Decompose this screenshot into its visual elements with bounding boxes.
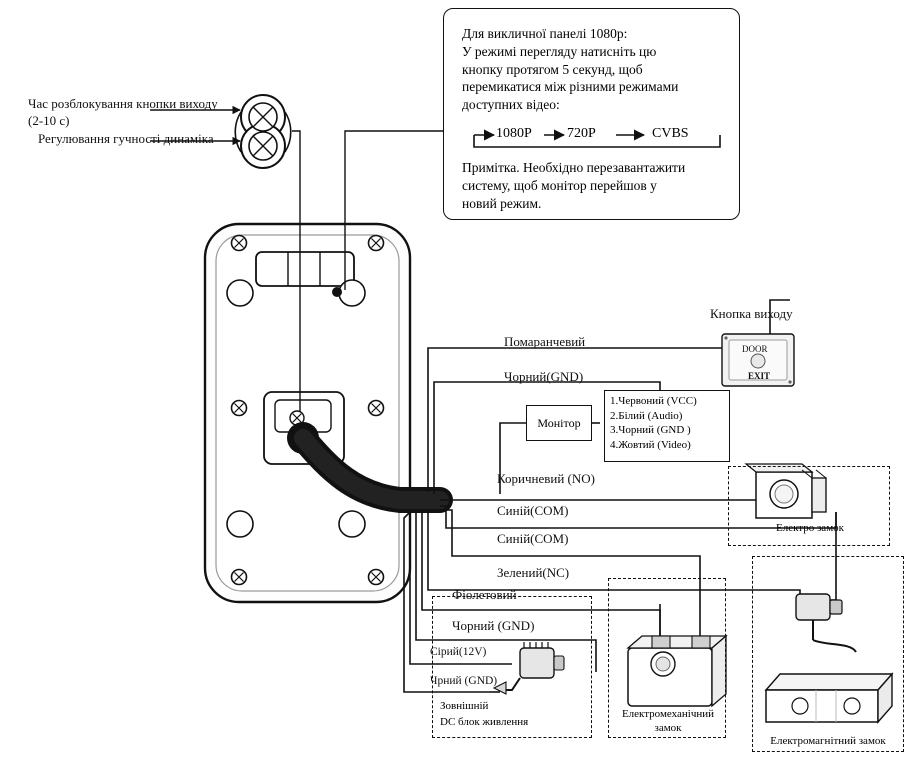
wire-label-violet: Фіолетовий [452, 587, 517, 602]
wire-legend-item-1: 1.Червоний (VCC) [610, 395, 697, 407]
note-footer-2: систему, щоб монітор перейшов у [462, 177, 657, 193]
mode-cvbs: CVBS [652, 126, 689, 142]
wire-legend-item-4: 4.Жовтий (Video) [610, 438, 691, 451]
exit-button-title: Кнопка виходу [710, 306, 793, 321]
wire-label-black-gnd-bottom: Чорний (GND) [452, 618, 535, 633]
note-line-2: У режимі перегляду натисніть цю [462, 43, 657, 59]
wire-legend-box [604, 390, 730, 462]
callout-volume: Регулювання гучності динаміка [38, 131, 214, 146]
callout-unlock-time-sub: (2-10 с) [28, 113, 70, 128]
electromag-lock-caption: Електромагнітний замок [770, 735, 886, 747]
exit-button-face-top: DOOR [742, 344, 768, 354]
wire-label-orange: Помаранчевий [504, 334, 586, 349]
wire-label-blue-com-1: Синій(COM) [497, 503, 569, 518]
electro-lock-caption: Електро замок [775, 522, 844, 534]
wire-legend-item-2: 2.Білий (Audio) [610, 409, 683, 422]
mode-720p: 720P [567, 126, 596, 142]
callout-unlock-time: Час розблокування кнопки виходу [28, 96, 218, 111]
info-note-box [443, 8, 740, 220]
note-line-3: кнопку протягом 5 секунд, щоб [462, 61, 643, 77]
monitor-box-label: Монітор [537, 415, 581, 430]
wire-label-black-gnd-psu: Чрний (GND) [430, 675, 498, 687]
wire-label-grey-12v: Сірий(12V) [430, 646, 487, 658]
monitor-box [526, 405, 592, 441]
electromech-lock-caption-1: Електромеханічний [621, 708, 715, 720]
door-panel-body [205, 224, 410, 602]
note-footer-3: новий режим. [462, 195, 542, 211]
wire-label-brown-no: Коричневий (NO) [497, 471, 595, 486]
electromag-lock-group [752, 556, 904, 752]
mode-1080p: 1080P [496, 126, 532, 142]
wire-label-green-nc: Зелений(NC) [497, 565, 570, 580]
wire-label-black-gnd-top: Чорний(GND) [504, 369, 584, 384]
wire-label-blue-com-2: Синій(COM) [497, 531, 569, 546]
note-line-5: доступних відео: [462, 97, 560, 113]
psu-caption-1: Зовнішній [440, 700, 489, 712]
note-footer-1: Примітка. Необхідно перезавантажити [462, 160, 686, 176]
note-line-4: перемикатися між різними режимами [462, 79, 679, 95]
video-mode-sequence [462, 120, 725, 150]
psu-caption-2: DC блок живлення [440, 716, 529, 728]
electromech-lock-caption-2: замок [654, 722, 682, 734]
note-line-1: Для викличної панелі 1080p: [462, 26, 628, 41]
exit-button-face-bottom: EXIT [748, 371, 771, 381]
wire-legend-item-3: 3.Чорний (GND ) [610, 424, 691, 437]
